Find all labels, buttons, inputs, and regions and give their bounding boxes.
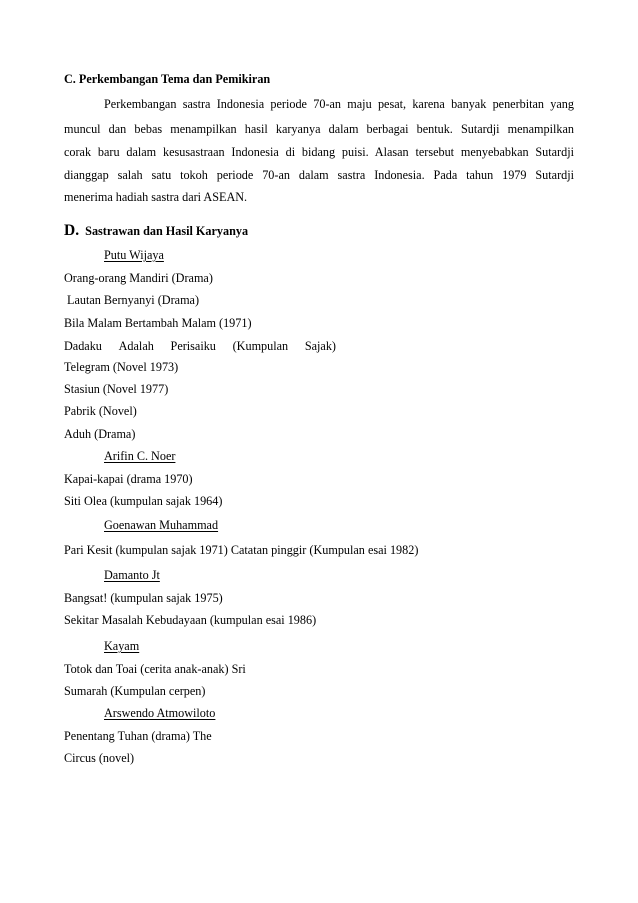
work-item: Totok dan Toai (cerita anak-anak) Sri [64,662,246,676]
work-word: Adalah [118,339,154,353]
section-c-paragraph-line: dianggap salah satu tokoh periode 70-an dalam sastra Indonesia. Pada tahun 1979 Sutardji [64,168,574,182]
work-item: Pabrik (Novel) [64,404,137,418]
author-name: Damanto Jt [104,568,160,582]
work-item [64,338,336,354]
section-c-heading: C. Perkembangan Tema dan Pemikiran [64,72,271,86]
work-word: Dadaku [64,339,102,353]
author-name: Arifin C. Noer [104,449,176,463]
author-name: Kayam [104,639,140,653]
section-d-letter: D. [64,222,80,239]
work-word: (Kumpulan [232,339,289,353]
work-item: Orang-orang Mandiri (Drama) [64,271,213,285]
author-name: Goenawan Muhammad [104,518,219,532]
section-c-paragraph-line: menerima hadiah sastra dari ASEAN. [64,190,248,204]
author-name: Putu Wijaya [104,248,164,262]
work-item: Sumarah (Kumpulan cerpen) [64,684,206,698]
work-item: Aduh (Drama) [64,427,136,441]
work-item: Penentang Tuhan (drama) The [64,729,212,743]
section-d-heading [64,223,248,239]
work-item: Telegram (Novel 1973) [64,360,179,374]
section-c-paragraph-line: muncul dan bebas menampilkan hasil karyanya dalam berbagai bentuk. Sutardji menampilkan [64,122,574,136]
work-item: Kapai-kapai (drama 1970) [64,472,193,486]
work-word: Sajak) [304,339,336,353]
section-c-paragraph-line: corak baru dalam kesusastraan Indonesia di bidang puisi. Alasan tersebut menyebabkan Sutardji [64,145,574,159]
section-d-title: Sastrawan dan Hasil Karyanya [85,224,249,238]
work-item: Stasiun (Novel 1977) [64,382,169,396]
work-item: Bangsat! (kumpulan sajak 1975) [64,591,223,605]
work-item: Lautan Bernyanyi (Drama) [64,293,200,307]
work-word: Perisaiku [170,339,216,353]
section-c-paragraph-line: Perkembangan sastra Indonesia periode 70-an maju pesat, karena banyak penerbitan yang [104,97,574,111]
work-item: Pari Kesit (kumpulan sajak 1971) Catatan pinggir (Kumpulan esai 1982) [64,543,419,557]
work-item: Circus (novel) [64,751,135,765]
work-item: Bila Malam Bertambah Malam (1971) [64,316,252,330]
work-item: Sekitar Masalah Kebudayaan (kumpulan esai 1986) [64,613,317,627]
author-name: Arswendo Atmowiloto [104,706,216,720]
work-item: Siti Olea (kumpulan sajak 1964) [64,494,223,508]
